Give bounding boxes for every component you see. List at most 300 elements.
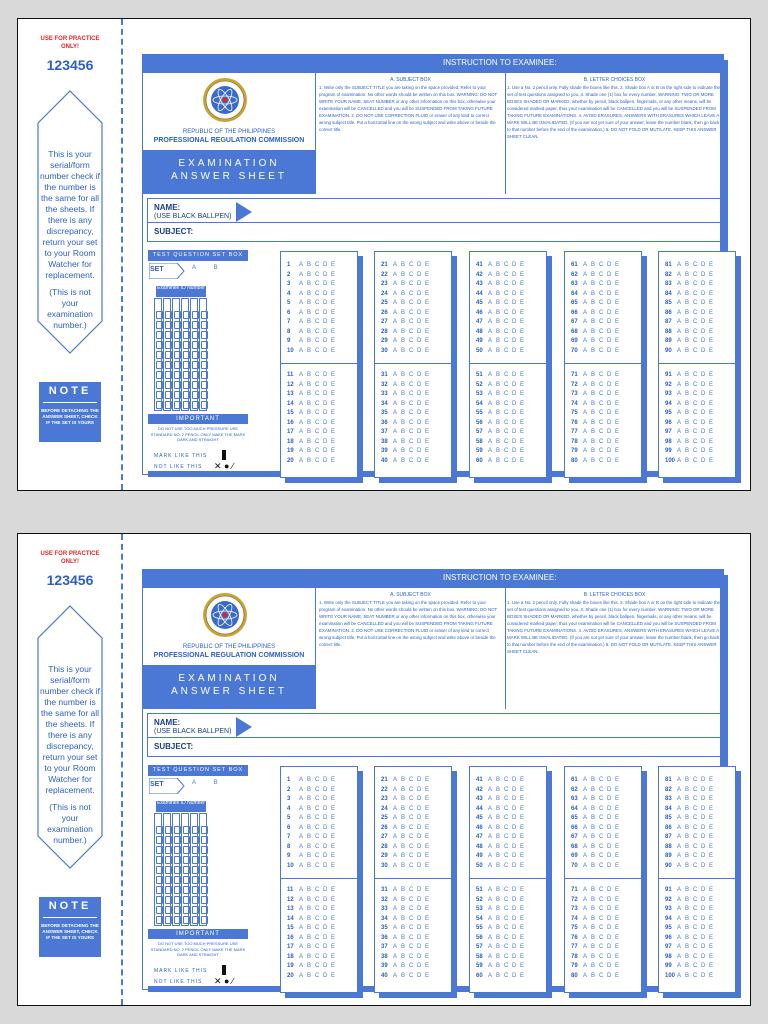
choice-bubble[interactable]: B	[307, 777, 312, 783]
choice-bubble[interactable]: B	[307, 290, 312, 297]
choice-bubble[interactable]: E	[615, 438, 620, 445]
answer-row[interactable]	[476, 410, 528, 416]
answer-row[interactable]	[665, 796, 717, 802]
choice-bubble[interactable]: C	[315, 906, 320, 912]
choice-bubble[interactable]: D	[512, 347, 517, 354]
answer-row[interactable]	[381, 262, 433, 268]
answer-row[interactable]	[571, 925, 623, 931]
answer-row[interactable]	[381, 338, 433, 344]
choice-bubble[interactable]: A	[488, 281, 493, 287]
choice-bubble[interactable]: D	[607, 410, 612, 416]
choice-bubble[interactable]: A	[677, 834, 682, 840]
choice-bubble[interactable]: E	[709, 438, 714, 445]
answer-row[interactable]	[571, 887, 623, 893]
id-digit-bubble[interactable]	[156, 906, 163, 914]
answer-row[interactable]	[665, 300, 717, 306]
choice-bubble[interactable]: A	[677, 262, 682, 268]
answer-row[interactable]	[381, 944, 433, 950]
answer-row[interactable]	[571, 429, 623, 435]
answer-row[interactable]	[665, 853, 717, 859]
choice-bubble[interactable]: E	[331, 815, 336, 821]
choice-bubble[interactable]: D	[607, 824, 612, 831]
choice-bubble[interactable]: B	[401, 338, 406, 344]
choice-bubble[interactable]: E	[709, 281, 714, 287]
answer-row[interactable]	[381, 458, 433, 464]
id-digit-bubble[interactable]	[156, 826, 163, 834]
choice-bubble[interactable]: A	[299, 915, 304, 922]
choice-bubble[interactable]: B	[401, 925, 406, 931]
answer-row[interactable]	[571, 815, 623, 821]
choice-bubble[interactable]: C	[693, 896, 698, 903]
choice-bubble[interactable]: E	[520, 834, 525, 840]
choice-bubble[interactable]: A	[299, 786, 304, 793]
id-digit-bubble[interactable]	[201, 391, 208, 399]
answer-row[interactable]	[381, 853, 433, 859]
answer-row[interactable]	[287, 777, 339, 783]
choice-bubble[interactable]: D	[701, 400, 706, 407]
choice-bubble[interactable]: C	[599, 915, 604, 922]
answer-row[interactable]	[476, 863, 528, 869]
choice-bubble[interactable]: C	[504, 372, 509, 378]
choice-bubble[interactable]: A	[583, 372, 588, 378]
choice-bubble[interactable]: A	[393, 786, 398, 793]
answer-row[interactable]	[665, 815, 717, 821]
choice-bubble[interactable]: C	[409, 925, 414, 931]
choice-bubble[interactable]: B	[685, 448, 690, 454]
choice-bubble[interactable]: A	[393, 805, 398, 812]
choice-bubble[interactable]: B	[496, 915, 501, 922]
choice-bubble[interactable]: E	[425, 319, 430, 325]
choice-bubble[interactable]: B	[307, 271, 312, 278]
choice-bubble[interactable]: B	[307, 372, 312, 378]
answer-row[interactable]	[665, 291, 717, 297]
id-digit-bubble[interactable]	[192, 331, 199, 339]
choice-bubble[interactable]: C	[599, 347, 604, 354]
choice-bubble[interactable]: D	[323, 290, 328, 297]
choice-bubble[interactable]: B	[685, 834, 690, 840]
choice-bubble[interactable]: D	[607, 381, 612, 388]
choice-bubble[interactable]: C	[409, 843, 414, 850]
choice-bubble[interactable]: E	[331, 271, 336, 278]
id-digit-bubble[interactable]	[165, 886, 172, 894]
choice-bubble[interactable]: B	[401, 915, 406, 922]
examinee-id-column[interactable]	[172, 298, 180, 411]
choice-bubble[interactable]: A	[677, 438, 682, 445]
choice-bubble[interactable]: C	[409, 786, 414, 793]
choice-bubble[interactable]: B	[307, 457, 312, 464]
choice-bubble[interactable]: E	[520, 271, 525, 278]
id-digit-bubble[interactable]	[174, 916, 181, 924]
id-digit-bubble[interactable]	[156, 351, 163, 359]
id-digit-bubble[interactable]	[201, 401, 208, 409]
choice-bubble[interactable]: E	[425, 815, 430, 821]
choice-bubble[interactable]: A	[488, 777, 493, 783]
choice-bubble[interactable]: C	[693, 972, 698, 979]
choice-bubble[interactable]: E	[425, 963, 430, 969]
answer-row[interactable]	[571, 262, 623, 268]
choice-bubble[interactable]: C	[599, 448, 604, 454]
id-digit-bubble[interactable]	[183, 896, 190, 904]
choice-bubble[interactable]: A	[583, 786, 588, 793]
choice-bubble[interactable]: B	[401, 429, 406, 435]
choice-bubble[interactable]: A	[488, 862, 493, 869]
choice-bubble[interactable]: A	[583, 887, 588, 893]
answer-row[interactable]	[476, 916, 528, 922]
choice-bubble[interactable]: A	[583, 853, 588, 859]
answer-row[interactable]	[665, 281, 717, 287]
choice-bubble[interactable]: E	[425, 934, 430, 941]
choice-bubble[interactable]: D	[323, 271, 328, 278]
answer-row[interactable]	[571, 348, 623, 354]
choice-bubble[interactable]: A	[299, 887, 304, 893]
choice-bubble[interactable]: C	[315, 896, 320, 903]
choice-bubble[interactable]: C	[599, 786, 604, 793]
choice-bubble[interactable]: A	[677, 786, 682, 793]
choice-bubble[interactable]: A	[488, 338, 493, 344]
answer-row[interactable]	[287, 906, 339, 912]
choice-bubble[interactable]: A	[488, 300, 493, 306]
choice-bubble[interactable]: B	[401, 309, 406, 316]
id-digit-bubble[interactable]	[201, 371, 208, 379]
choice-bubble[interactable]: E	[520, 300, 525, 306]
choice-bubble[interactable]: B	[496, 381, 501, 388]
choice-bubble[interactable]: B	[685, 419, 690, 426]
choice-bubble[interactable]: E	[425, 347, 430, 354]
choice-bubble[interactable]: B	[401, 853, 406, 859]
answer-row[interactable]	[476, 777, 528, 783]
choice-bubble[interactable]: C	[315, 347, 320, 354]
choice-bubble[interactable]: B	[496, 319, 501, 325]
choice-bubble[interactable]: E	[331, 262, 336, 268]
answer-row[interactable]	[571, 796, 623, 802]
choice-bubble[interactable]: A	[393, 438, 398, 445]
answer-row[interactable]	[287, 815, 339, 821]
choice-bubble[interactable]: C	[504, 805, 509, 812]
choice-bubble[interactable]: B	[307, 419, 312, 426]
id-digit-bubble[interactable]	[174, 876, 181, 884]
choice-bubble[interactable]: A	[299, 372, 304, 378]
examinee-id-grid[interactable]	[154, 298, 208, 411]
choice-bubble[interactable]: D	[323, 347, 328, 354]
id-digit-bubble[interactable]	[192, 876, 199, 884]
choice-bubble[interactable]: A	[583, 805, 588, 812]
choice-bubble[interactable]: D	[607, 972, 612, 979]
choice-bubble[interactable]: E	[615, 972, 620, 979]
choice-bubble[interactable]: A	[583, 953, 588, 960]
choice-bubble[interactable]: D	[607, 862, 612, 869]
answer-row[interactable]	[476, 281, 528, 287]
answer-row[interactable]	[476, 329, 528, 335]
choice-bubble[interactable]: D	[323, 786, 328, 793]
id-digit-bubble[interactable]	[165, 866, 172, 874]
answer-row[interactable]	[571, 787, 623, 793]
choice-bubble[interactable]: E	[709, 419, 714, 426]
id-digit-bubble[interactable]	[192, 311, 199, 319]
choice-bubble[interactable]: D	[607, 429, 612, 435]
choice-bubble[interactable]: C	[599, 391, 604, 397]
examinee-id-column[interactable]	[190, 298, 198, 411]
choice-bubble[interactable]: E	[425, 391, 430, 397]
choice-bubble[interactable]: A	[393, 290, 398, 297]
choice-bubble[interactable]: B	[401, 786, 406, 793]
id-digit-bubble[interactable]	[192, 906, 199, 914]
choice-bubble[interactable]: E	[615, 347, 620, 354]
choice-bubble[interactable]: A	[583, 448, 588, 454]
choice-bubble[interactable]: E	[709, 796, 714, 802]
choice-bubble[interactable]: E	[520, 915, 525, 922]
choice-bubble[interactable]: A	[677, 925, 682, 931]
id-digit-bubble[interactable]	[183, 331, 190, 339]
choice-bubble[interactable]: B	[307, 796, 312, 802]
answer-row[interactable]	[476, 887, 528, 893]
choice-bubble[interactable]: A	[677, 372, 682, 378]
choice-bubble[interactable]: D	[417, 887, 422, 893]
id-digit-bubble[interactable]	[183, 321, 190, 329]
choice-bubble[interactable]: D	[512, 391, 517, 397]
choice-bubble[interactable]: C	[599, 400, 604, 407]
choice-bubble[interactable]: E	[331, 953, 336, 960]
choice-bubble[interactable]: B	[591, 972, 596, 979]
choice-bubble[interactable]: D	[607, 271, 612, 278]
choice-bubble[interactable]: B	[307, 328, 312, 335]
choice-bubble[interactable]: C	[693, 319, 698, 325]
choice-bubble[interactable]: E	[615, 262, 620, 268]
choice-bubble[interactable]: C	[315, 328, 320, 335]
choice-bubble[interactable]: A	[583, 438, 588, 445]
choice-bubble[interactable]: D	[701, 328, 706, 335]
choice-bubble[interactable]: E	[520, 944, 525, 950]
choice-bubble[interactable]: E	[425, 972, 430, 979]
set-bubble-b[interactable]: B	[213, 265, 218, 271]
choice-bubble[interactable]: A	[299, 834, 304, 840]
choice-bubble[interactable]: A	[677, 777, 682, 783]
choice-bubble[interactable]: C	[409, 372, 414, 378]
choice-bubble[interactable]: A	[677, 281, 682, 287]
examinee-id-grid[interactable]	[154, 813, 208, 926]
choice-bubble[interactable]: B	[401, 457, 406, 464]
choice-bubble[interactable]: D	[417, 815, 422, 821]
choice-bubble[interactable]: C	[504, 419, 509, 426]
choice-bubble[interactable]: E	[331, 824, 336, 831]
choice-bubble[interactable]: A	[488, 262, 493, 268]
choice-bubble[interactable]: E	[615, 824, 620, 831]
choice-bubble[interactable]: B	[685, 896, 690, 903]
answer-row[interactable]	[476, 844, 528, 850]
choice-bubble[interactable]: B	[401, 400, 406, 407]
choice-bubble[interactable]: B	[401, 290, 406, 297]
choice-bubble[interactable]: D	[417, 262, 422, 268]
choice-bubble[interactable]: A	[393, 777, 398, 783]
choice-bubble[interactable]: D	[417, 410, 422, 416]
choice-bubble[interactable]: E	[709, 777, 714, 783]
answer-row[interactable]	[571, 825, 623, 831]
choice-bubble[interactable]: C	[409, 953, 414, 960]
choice-bubble[interactable]: E	[709, 347, 714, 354]
id-digit-bubble[interactable]	[201, 886, 208, 894]
examinee-id-column[interactable]	[181, 298, 189, 411]
choice-bubble[interactable]: C	[409, 834, 414, 840]
answer-row[interactable]	[476, 391, 528, 397]
choice-bubble[interactable]: E	[615, 271, 620, 278]
choice-bubble[interactable]: B	[591, 372, 596, 378]
id-digit-bubble[interactable]	[165, 341, 172, 349]
choice-bubble[interactable]: E	[425, 262, 430, 268]
choice-bubble[interactable]: E	[615, 391, 620, 397]
answer-row[interactable]	[381, 372, 433, 378]
choice-bubble[interactable]: D	[512, 319, 517, 325]
choice-bubble[interactable]: B	[496, 944, 501, 950]
answer-row[interactable]	[665, 429, 717, 435]
choice-bubble[interactable]: C	[315, 410, 320, 416]
choice-bubble[interactable]: D	[701, 934, 706, 941]
choice-bubble[interactable]: A	[488, 319, 493, 325]
choice-bubble[interactable]: D	[323, 328, 328, 335]
choice-bubble[interactable]: C	[504, 262, 509, 268]
id-digit-bubble[interactable]	[156, 391, 163, 399]
choice-bubble[interactable]: A	[299, 309, 304, 316]
id-digit-bubble[interactable]	[156, 401, 163, 409]
choice-bubble[interactable]: B	[591, 419, 596, 426]
choice-bubble[interactable]: C	[599, 887, 604, 893]
answer-row[interactable]	[665, 897, 717, 903]
choice-bubble[interactable]: B	[401, 796, 406, 802]
choice-bubble[interactable]: D	[607, 887, 612, 893]
choice-bubble[interactable]: C	[504, 953, 509, 960]
choice-bubble[interactable]: A	[488, 400, 493, 407]
choice-bubble[interactable]: A	[583, 834, 588, 840]
choice-bubble[interactable]: B	[591, 309, 596, 316]
choice-bubble[interactable]: E	[615, 300, 620, 306]
choice-bubble[interactable]: D	[701, 281, 706, 287]
choice-bubble[interactable]: E	[615, 381, 620, 388]
choice-bubble[interactable]: A	[393, 843, 398, 850]
choice-bubble[interactable]: D	[323, 824, 328, 831]
id-digit-bubble[interactable]	[174, 846, 181, 854]
answer-row[interactable]	[476, 429, 528, 435]
choice-bubble[interactable]: B	[496, 328, 501, 335]
answer-row[interactable]	[571, 448, 623, 454]
choice-bubble[interactable]: D	[417, 372, 422, 378]
choice-bubble[interactable]: A	[488, 347, 493, 354]
choice-bubble[interactable]: B	[496, 853, 501, 859]
id-digit-bubble[interactable]	[174, 391, 181, 399]
choice-bubble[interactable]: C	[315, 963, 320, 969]
id-digit-bubble[interactable]	[156, 836, 163, 844]
choice-bubble[interactable]: D	[417, 438, 422, 445]
choice-bubble[interactable]: C	[315, 815, 320, 821]
choice-bubble[interactable]: B	[401, 777, 406, 783]
answer-row[interactable]	[381, 310, 433, 316]
choice-bubble[interactable]: E	[425, 906, 430, 912]
choice-bubble[interactable]: E	[331, 906, 336, 912]
choice-bubble[interactable]: B	[307, 815, 312, 821]
choice-bubble[interactable]: B	[496, 448, 501, 454]
choice-bubble[interactable]: C	[599, 862, 604, 869]
choice-bubble[interactable]: B	[307, 309, 312, 316]
choice-bubble[interactable]: D	[607, 309, 612, 316]
id-digit-bubble[interactable]	[165, 906, 172, 914]
answer-row[interactable]	[665, 777, 717, 783]
choice-bubble[interactable]: D	[323, 805, 328, 812]
choice-bubble[interactable]: A	[299, 429, 304, 435]
choice-bubble[interactable]: C	[693, 381, 698, 388]
choice-bubble[interactable]: D	[607, 347, 612, 354]
choice-bubble[interactable]: E	[520, 862, 525, 869]
answer-row[interactable]	[381, 382, 433, 388]
choice-bubble[interactable]: E	[331, 972, 336, 979]
answer-row[interactable]	[287, 372, 339, 378]
choice-bubble[interactable]: C	[599, 843, 604, 850]
choice-bubble[interactable]: C	[409, 896, 414, 903]
choice-bubble[interactable]: E	[615, 777, 620, 783]
choice-bubble[interactable]: D	[607, 290, 612, 297]
choice-bubble[interactable]: C	[693, 953, 698, 960]
choice-bubble[interactable]: C	[599, 328, 604, 335]
answer-row[interactable]	[665, 448, 717, 454]
choice-bubble[interactable]: A	[583, 410, 588, 416]
choice-bubble[interactable]: B	[496, 400, 501, 407]
choice-bubble[interactable]: A	[299, 963, 304, 969]
choice-bubble[interactable]: E	[425, 338, 430, 344]
choice-bubble[interactable]: C	[599, 381, 604, 388]
answer-row[interactable]	[287, 420, 339, 426]
answer-row[interactable]	[476, 382, 528, 388]
choice-bubble[interactable]: D	[323, 972, 328, 979]
choice-bubble[interactable]: C	[599, 338, 604, 344]
choice-bubble[interactable]: B	[401, 887, 406, 893]
answer-row[interactable]	[381, 439, 433, 445]
choice-bubble[interactable]: D	[607, 944, 612, 950]
choice-bubble[interactable]: D	[417, 419, 422, 426]
answer-row[interactable]	[476, 925, 528, 931]
id-digit-bubble[interactable]	[192, 836, 199, 844]
choice-bubble[interactable]: E	[709, 290, 714, 297]
set-bubbles[interactable]	[192, 265, 218, 271]
answer-row[interactable]	[381, 291, 433, 297]
id-digit-bubble[interactable]	[174, 321, 181, 329]
choice-bubble[interactable]: A	[677, 448, 682, 454]
choice-bubble[interactable]: B	[685, 457, 690, 464]
choice-bubble[interactable]: C	[315, 457, 320, 464]
choice-bubble[interactable]: C	[504, 338, 509, 344]
id-digit-bubble[interactable]	[165, 896, 172, 904]
examinee-id-column[interactable]	[181, 813, 189, 926]
choice-bubble[interactable]: C	[315, 372, 320, 378]
choice-bubble[interactable]: D	[417, 290, 422, 297]
choice-bubble[interactable]: B	[401, 448, 406, 454]
choice-bubble[interactable]: E	[709, 934, 714, 941]
choice-bubble[interactable]: A	[583, 338, 588, 344]
choice-bubble[interactable]: D	[701, 906, 706, 912]
id-digit-bubble[interactable]	[201, 331, 208, 339]
choice-bubble[interactable]: B	[496, 281, 501, 287]
choice-bubble[interactable]: C	[315, 834, 320, 840]
choice-bubble[interactable]: D	[701, 419, 706, 426]
choice-bubble[interactable]: A	[583, 815, 588, 821]
choice-bubble[interactable]: B	[591, 887, 596, 893]
answer-row[interactable]	[287, 281, 339, 287]
choice-bubble[interactable]: D	[417, 944, 422, 950]
answer-row[interactable]	[287, 887, 339, 893]
id-digit-bubble[interactable]	[192, 886, 199, 894]
choice-bubble[interactable]: C	[693, 915, 698, 922]
choice-bubble[interactable]: E	[331, 934, 336, 941]
choice-bubble[interactable]: C	[315, 887, 320, 893]
answer-row[interactable]	[476, 834, 528, 840]
choice-bubble[interactable]: E	[425, 887, 430, 893]
choice-bubble[interactable]: C	[504, 271, 509, 278]
choice-bubble[interactable]: D	[701, 824, 706, 831]
